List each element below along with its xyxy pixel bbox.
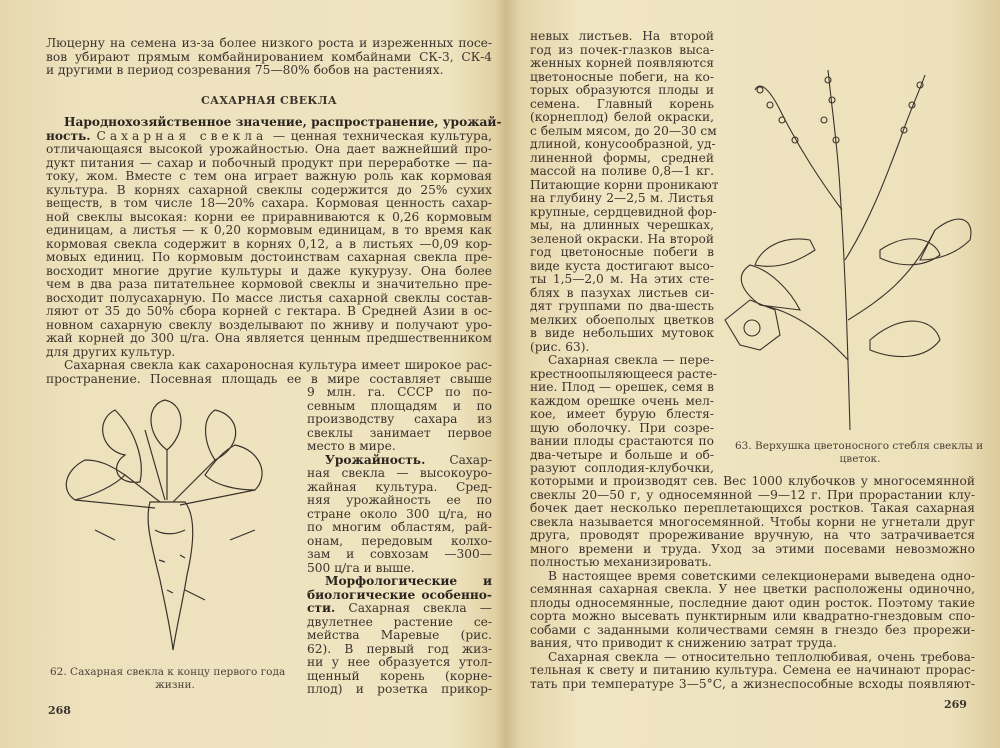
text-line: пространение. Посевная площадь ее в мире составляет свыше [46, 371, 492, 386]
text-line: Сахарная свекла как сахароносная культура имеет широкое рас- [64, 358, 492, 372]
text-line: с белым мясом, до 20—30 см [530, 123, 717, 138]
caption-line: 62. Сахарная свекла к концу первого года [50, 666, 286, 678]
text-line: крупные, сердцевидной фор- [530, 204, 717, 219]
text-line: год цветоносные побеги в [530, 245, 714, 259]
text-line: свеклы занимает первое [307, 425, 492, 440]
text-line: вов убирают прямым комбайнированием комбайнами СК-3, СК-4 [46, 49, 492, 64]
text-line: дят группами по два-шесть [530, 299, 714, 313]
text-line: 500 ц/га и выше. [307, 560, 415, 575]
text-line: крестноопыляющееся расте- [530, 366, 717, 381]
figure-63-caption [735, 440, 985, 466]
text-line: (рис. 63). [530, 339, 590, 354]
text-line: в виде небольших мутовок [530, 326, 714, 340]
text-line: много времени и труда. Уход за этими посевами невозможно [530, 541, 975, 556]
text-line [307, 602, 492, 616]
caption-line: 63. Верхушка цветоносного стебля свеклы и [735, 440, 984, 452]
figure-62-caption [50, 666, 300, 692]
text-run: — ценная техническая культура, [267, 128, 492, 143]
text-line [46, 130, 492, 144]
text-line: длиной, конусообразной, уд- [530, 137, 716, 151]
bold-run: Морфологические и [325, 574, 492, 588]
text-line: ной свеклы высокая: корни ее приравниваются к 0,26 кормовым [46, 209, 492, 224]
text-line: стране около 300 ц/га, но [307, 506, 492, 521]
text-line: семена. Главный корень [530, 96, 714, 111]
text-line: жай корней до 300 ц/га. Она является ценным предшественником [46, 331, 492, 345]
bold-run: Народнохозяйственное значение, распространение, урожай- [64, 115, 502, 129]
text-line: мелких обоеполых цветков [530, 312, 714, 327]
text-line: зеленой окраски. На второй [530, 231, 714, 246]
text-line: Люцерну на семена из-за более низкого роста и изреженных посе- [46, 36, 492, 50]
bold-run: биологические особенно- [307, 587, 492, 602]
text-line [307, 454, 492, 468]
text-line: ни у нее образуется утол- [307, 655, 492, 669]
text-line: онам, передовым колхо- [307, 533, 492, 548]
bold-run: сти. [307, 601, 336, 615]
text-line: кое, имеет бурую блестя- [530, 407, 714, 421]
text-line: Сахарная свекла — пере- [548, 353, 714, 367]
text-line: отличающаяся высокой урожайностью. Она дает важнейший про- [46, 142, 492, 156]
text-line: ние. Плод — орешек, семя в [530, 380, 714, 394]
text-line: мы, на длинных черешках, [530, 218, 714, 232]
text-line: Питающие корни проникают [530, 177, 719, 192]
text-line: культура. В корнях сахарной свеклы содержится до 25% сухих [46, 182, 492, 197]
text-line: виде куста достигают высо- [530, 258, 714, 273]
text-line: щую оболочку. При созре- [530, 420, 714, 435]
text-line: вания, что приводит к снижению затрат труда. [530, 636, 837, 650]
text-line: линенной формы, средней [530, 150, 714, 165]
text-line: Сахарная свекла — относительно теплолюбивая, очень требова- [548, 649, 975, 664]
section-heading: САХАРНАЯ СВЕКЛА [201, 94, 337, 107]
caption-line: цветок. [839, 453, 881, 465]
text-line: В настоящее время советскими селекционерами выведена одно- [548, 568, 975, 583]
text-line: зам и совхозам —300— [307, 547, 492, 561]
text-line: севным площадям и по [307, 398, 492, 413]
text-line: 9 млн. га. СССР по по- [307, 385, 492, 399]
text-line: дукт питания — сахар и побочный продукт при переработке — па- [46, 155, 492, 170]
text-line: два-четыре и больше и об- [530, 447, 714, 462]
text-line: мейства Маревые (рис. [307, 628, 492, 642]
text-line: восходит многие другие культуры и даже кукурузу. Она более [46, 263, 492, 278]
text-line: мовых единиц. По кормовым достоинствам сахарная свекла пре- [46, 250, 492, 264]
text-line: двулетнее растение се- [307, 614, 492, 629]
text-line: для других культур. [46, 344, 176, 359]
text-line: друга, проводят прореживание вручную, на что затрачивается [530, 528, 975, 542]
text-line: кормовая свекла содержит в корнях 0,12, а в листьях —0,09 кор- [46, 236, 492, 251]
bold-run: Урожайность. [325, 452, 426, 467]
text-run: Сахар- [425, 452, 492, 467]
text-line: плоды односемянные, последние дают один росток. Поэтому такие [530, 595, 975, 610]
text-line: и другими в период созревания 75—80% бобов на растениях. [46, 63, 444, 77]
text-line: цветоносные побеги, на ко- [530, 69, 714, 84]
text-line: женных корней появляются [530, 56, 714, 70]
text-line [307, 589, 492, 603]
text-line: свеклы 20—50 г, у односемянной —9—12 г. При прорастании клу- [530, 487, 975, 502]
text-line: которыми и производят сев. Вес 1000 клубочков у многосемянной [530, 474, 975, 488]
text-line: ты 1,5—2,0 м. На этих сте- [530, 272, 714, 286]
text-line: тельная к свету и питанию культура. Семена ее начинают прорас- [530, 663, 975, 677]
text-line: тать при температуре 3—5°С, а жизнеспособные всходы появляют- [530, 676, 975, 691]
text-line: по многим областям, рай- [307, 520, 492, 534]
text-line: сорта можно высевать пунктирным или квадратно-гнездовым спо- [530, 609, 975, 623]
text-line: место в мире. [307, 439, 396, 453]
text-run: Сахарная свекла [96, 128, 268, 143]
text-line: веществ, в том числе 18—20% сахара. Кормовая ценность сахар- [46, 196, 492, 210]
text-line: невых листьев. На второй [530, 29, 714, 43]
left-body-text [46, 115, 502, 386]
text-run: Сахарная свекла — [335, 601, 492, 615]
text-line: ляют от 35 до 50% сбора корней с гектара. В Средней Азии в ос- [46, 304, 492, 318]
text-line [307, 575, 492, 589]
bold-run: ность. [46, 128, 97, 143]
text-line: (корнеплод) белой окраски, [530, 110, 714, 124]
caption-line: жизни. [155, 679, 195, 691]
text-line: разуют соплодия-клубочки, [530, 461, 714, 475]
text-line: полностью механизировать. [530, 555, 712, 569]
text-line: жайная культура. Сред- [307, 479, 492, 494]
text-line: новном сахарную свеклу возделывают по жниву и получают уро- [46, 317, 492, 332]
text-line: собами с заданными количествами семян в гнездо без прорежи- [530, 622, 975, 637]
page-number-left: 268 [48, 704, 71, 717]
text-line: единицам, а листья — к 0,20 кормовым единицам, в то время как [46, 223, 492, 237]
text-line: вании плоды срастаются по [530, 434, 714, 448]
right-column-text [530, 29, 719, 476]
text-line: няя урожайность ее по [307, 493, 492, 507]
left-column-text [307, 386, 492, 697]
text-line: чем в два раза питательнее кормовой свеклы и значительно пре- [46, 277, 492, 291]
text-line: торых образуются плоды и [530, 83, 714, 97]
text-line: бочек дает несколько переплетающихся ростков. Такая сахарная [530, 501, 975, 515]
text-line: производству сахара из [307, 412, 492, 426]
text-line: свекла называется многосемянной. Чтобы корни не угнетали друг [530, 514, 975, 529]
sugar-beet-illustration [55, 390, 295, 660]
text-line: каждом орешке очень мел- [530, 393, 714, 408]
right-body-text [530, 475, 975, 691]
text-line [46, 115, 502, 130]
intro-paragraph [46, 36, 492, 77]
text-line: блях в пазухах листьев си- [530, 285, 714, 300]
text-line: массой на поливе 0,8—1 кг. [530, 164, 714, 178]
page-number-right: 269 [944, 698, 967, 711]
text-line: плод) и розетка прикор- [307, 682, 492, 696]
text-line: току, жом. Вместе с тем она играет важную роль как кормовая [46, 169, 492, 183]
text-line: на глубину 2—2,5 м. Листья [530, 191, 714, 205]
text-line: 62). В первый год жиз- [307, 641, 492, 656]
text-line: семянная сахарная свекла. У нее цветки расположены одиночно, [530, 582, 975, 596]
text-line: щенный корень (корне- [307, 668, 492, 683]
text-line: ная свекла — высокоуро- [307, 466, 492, 480]
text-line: восходит полусахарную. По массе листья сахарной свеклы состав- [46, 290, 492, 305]
text-line: год из почек-глазков выса- [530, 42, 714, 57]
flowering-stem-illustration [720, 60, 990, 435]
